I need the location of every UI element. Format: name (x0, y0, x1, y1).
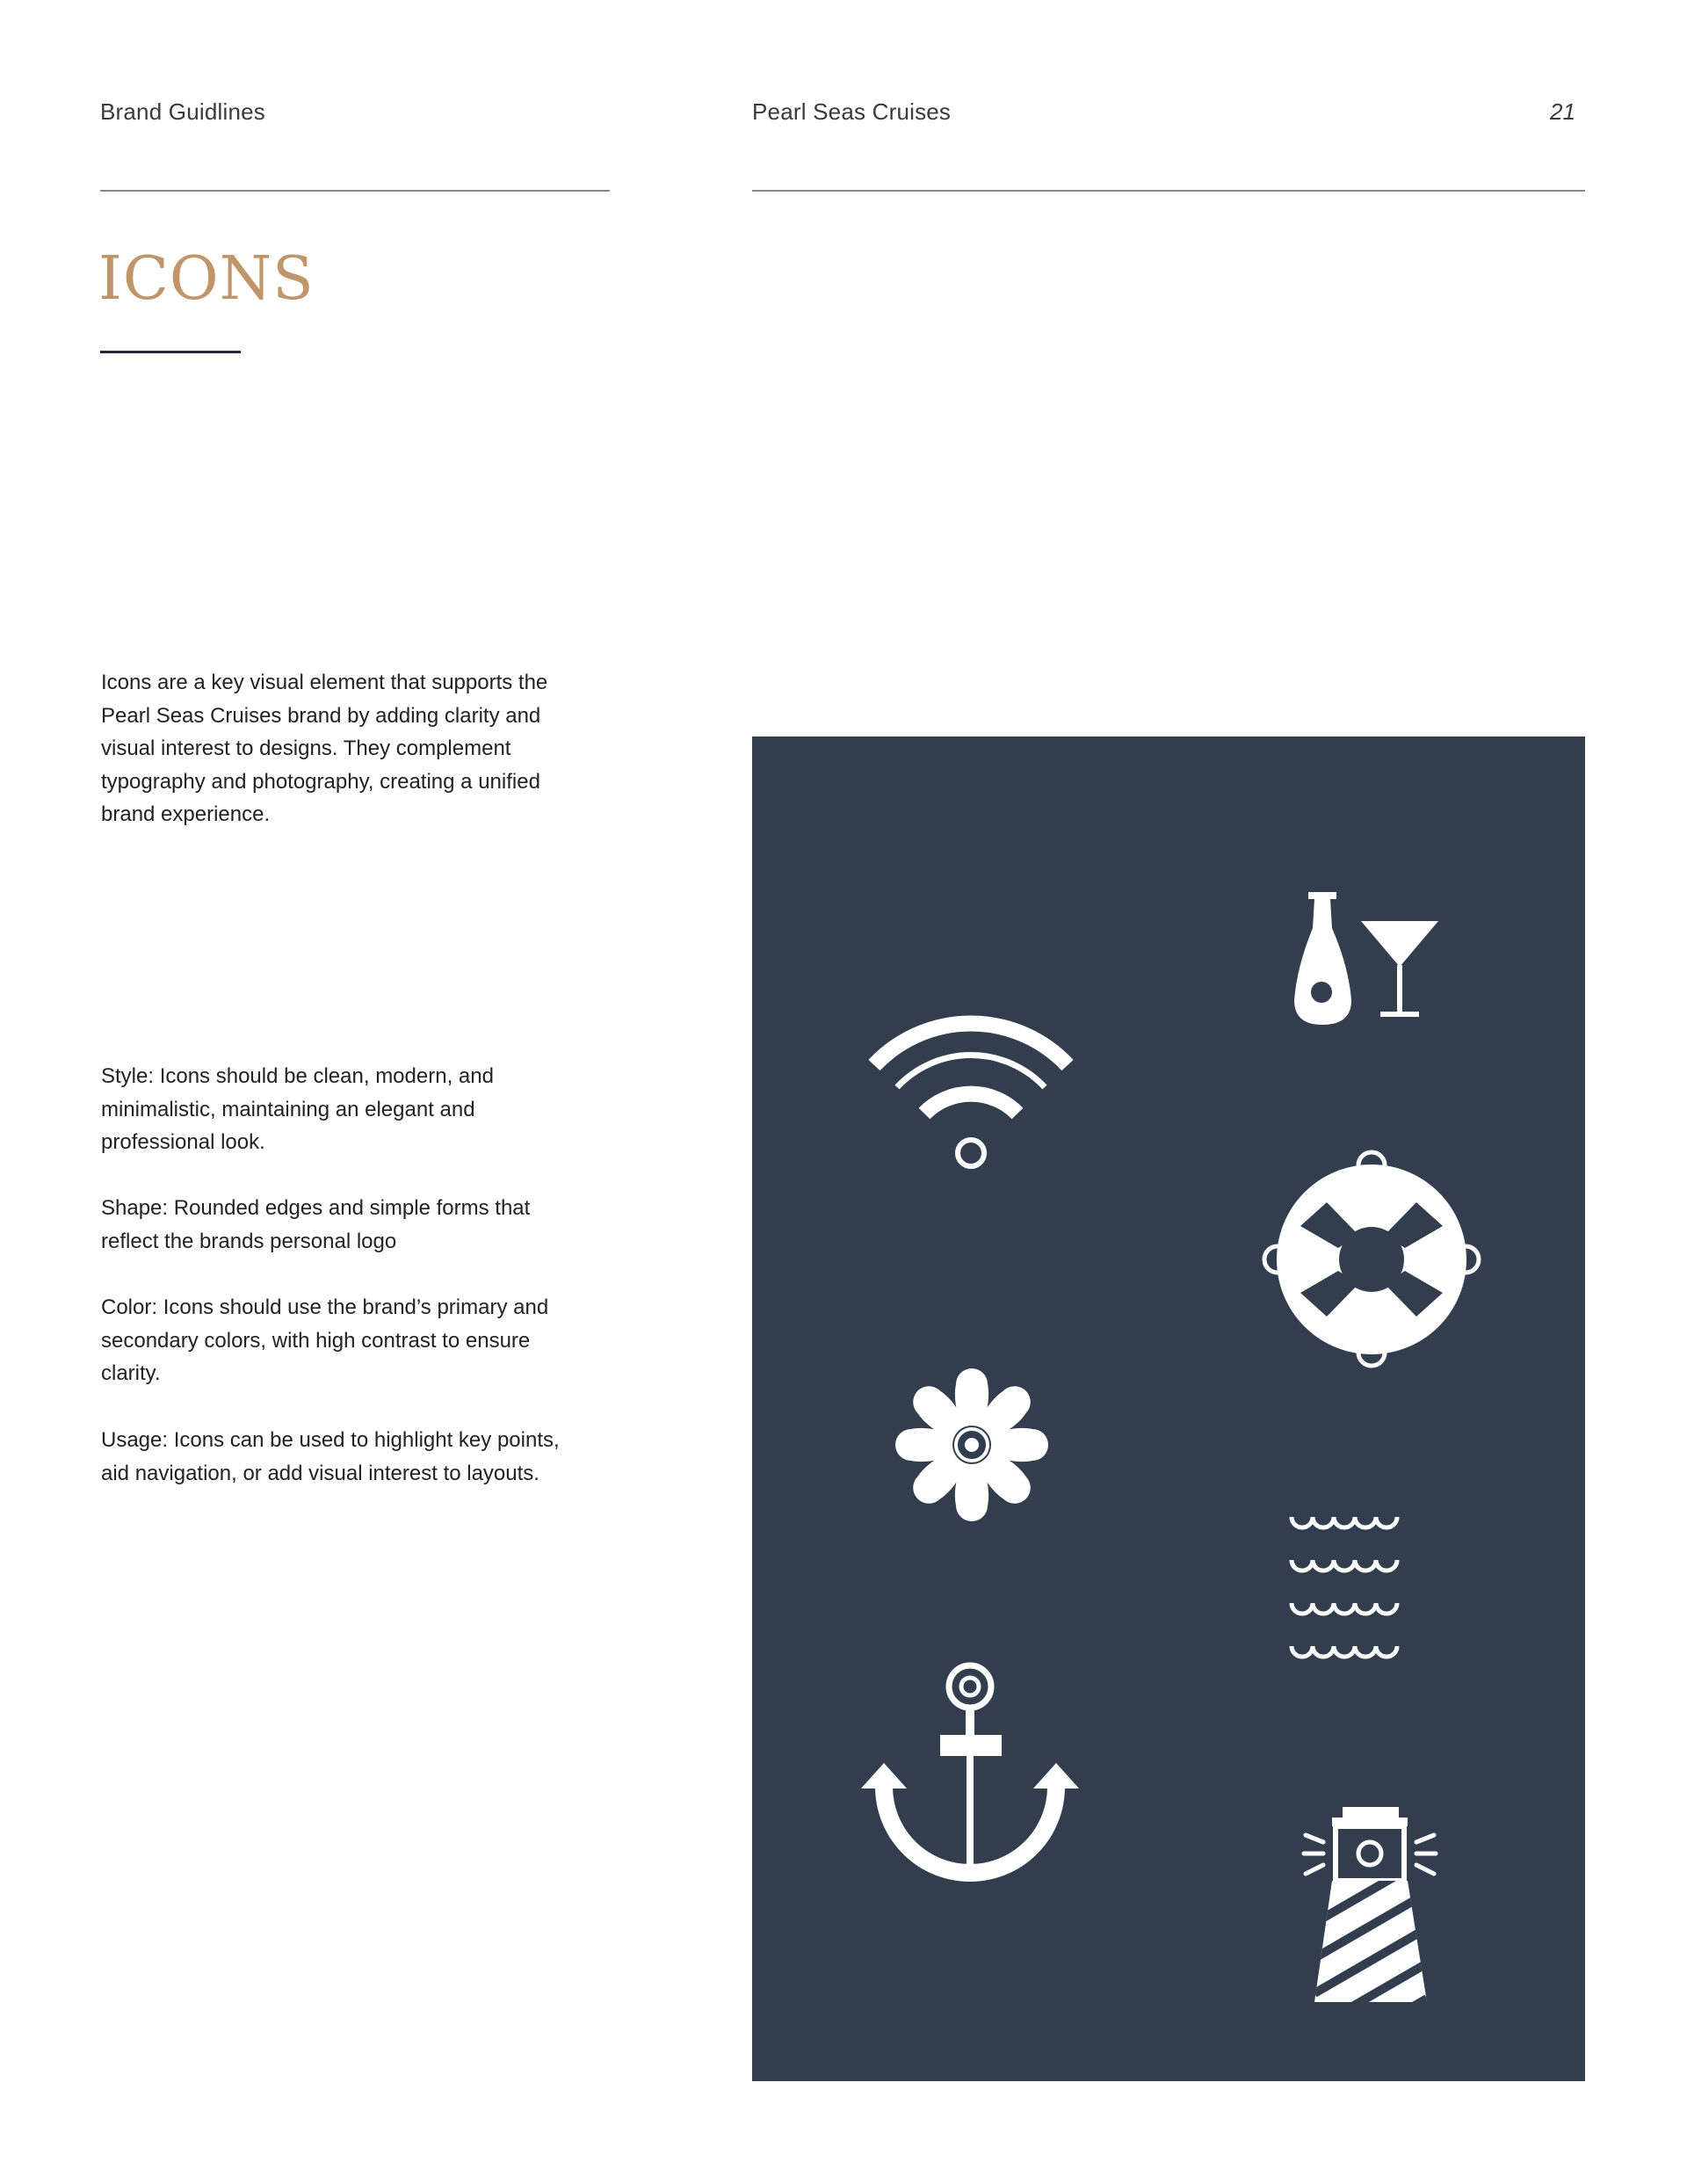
drinks-icon (1294, 892, 1438, 1025)
shape-guideline: Shape: Rounded edges and simple forms that reflect the brands personal logo (101, 1196, 531, 1253)
header-document-title: Brand Guidlines (100, 98, 265, 125)
title-underline (100, 351, 241, 353)
waves-icon (1292, 1517, 1397, 1657)
anchor-icon (861, 1665, 1079, 1873)
header-rule-left (100, 190, 610, 192)
lighthouse-icon (1304, 1807, 1436, 2064)
life-buoy-icon (1264, 1152, 1479, 1366)
style-guideline: Style: Icons should be clean, modern, and minimalistic, maintaining an elegant and professional look. (101, 1064, 494, 1155)
page-title: ICONS (98, 244, 315, 314)
header-brand-name: Pearl Seas Cruises (752, 98, 952, 125)
icon-showcase-panel (752, 736, 1585, 2081)
ship-propeller-icon (895, 1368, 1048, 1521)
wifi-icon (874, 1023, 1068, 1166)
icon-showcase (752, 736, 1585, 2081)
intro-paragraph: Icons are a key visual element that supports the Pearl Seas Cruises brand by adding clarity and visual interest to designs. They complement typography and photography, creating a unified brand experience. (101, 671, 548, 827)
page-number: 21 (1550, 98, 1576, 125)
color-guideline: Color: Icons should use the brand’s primary and secondary colors, with high contrast to ensure clarity. (101, 1295, 549, 1386)
usage-guideline: Usage: Icons can be used to highlight key points, aid navigation, or add visual interest to layouts. (101, 1428, 560, 1485)
header-rule-right (752, 190, 1585, 192)
